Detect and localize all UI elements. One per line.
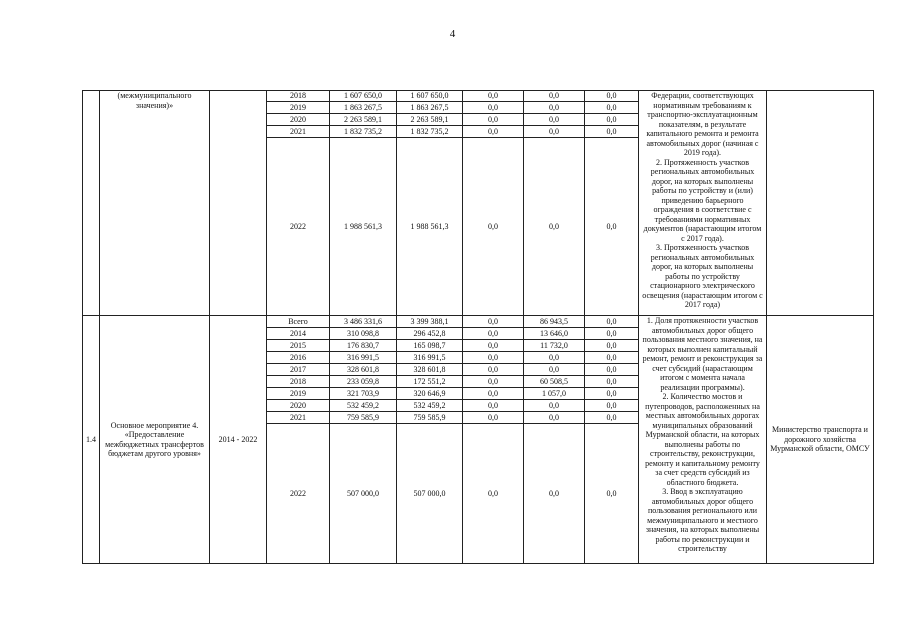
regional-budget-cell: 0,0 — [463, 340, 524, 352]
local-budget-cell: 11 732,0 — [524, 340, 585, 352]
regional-budget-cell: 0,0 — [463, 424, 524, 564]
executor-cell: Министерство транспорта и дорожного хозяйства Мурманской области, ОМСУ — [767, 316, 874, 564]
number-cell: 1.4 — [83, 316, 100, 564]
other-sources-cell: 0,0 — [585, 102, 639, 114]
federal-budget-cell: 320 646,9 — [397, 388, 463, 400]
regional-budget-cell: 0,0 — [463, 328, 524, 340]
total-cell: 3 486 331,6 — [330, 316, 397, 328]
federal-budget-cell: 2 263 589,1 — [397, 114, 463, 126]
executor-cell — [767, 91, 874, 316]
federal-budget-cell: 172 551,2 — [397, 376, 463, 388]
regional-budget-cell: 0,0 — [463, 376, 524, 388]
federal-budget-cell: 759 585,9 — [397, 412, 463, 424]
year-cell: 2018 — [267, 376, 330, 388]
year-cell: 2017 — [267, 364, 330, 376]
year-cell: 2021 — [267, 412, 330, 424]
period-cell: 2014 - 2022 — [210, 316, 267, 564]
total-cell: 507 000,0 — [330, 424, 397, 564]
regional-budget-cell: 0,0 — [463, 400, 524, 412]
local-budget-cell: 60 508,5 — [524, 376, 585, 388]
year-cell: 2019 — [267, 388, 330, 400]
year-cell: 2016 — [267, 352, 330, 364]
other-sources-cell: 0,0 — [585, 114, 639, 126]
local-budget-cell: 1 057,0 — [524, 388, 585, 400]
year-cell: 2021 — [267, 126, 330, 138]
regional-budget-cell: 0,0 — [463, 102, 524, 114]
federal-budget-cell: 1 607 650,0 — [397, 91, 463, 102]
total-cell: 316 991,5 — [330, 352, 397, 364]
local-budget-cell: 0,0 — [524, 424, 585, 564]
other-sources-cell: 0,0 — [585, 126, 639, 138]
year-cell: Всего — [267, 316, 330, 328]
total-cell: 1 863 267,5 — [330, 102, 397, 114]
regional-budget-cell: 0,0 — [463, 412, 524, 424]
local-budget-cell: 13 646,0 — [524, 328, 585, 340]
year-cell: 2022 — [267, 138, 330, 316]
other-sources-cell: 0,0 — [585, 316, 639, 328]
total-cell: 328 601,8 — [330, 364, 397, 376]
other-sources-cell: 0,0 — [585, 400, 639, 412]
total-cell: 1 832 735,2 — [330, 126, 397, 138]
other-sources-cell: 0,0 — [585, 328, 639, 340]
indicators-cell: Федерации, соответствующих нормативным требованиям к транспортно-эксплуатационным показателям, в результате капитального ремонта и ремонта автомобильных дорог (начиная с 2019 года). 2. Протяженность участков региональных автомобильных дорог, на которых выполнены работы по устройству и (или) приведению барьерного ограждения в соответствие с требованиями нормативных документов (нарастающим итогом с 2017 года). 3. Протяженность участков региональных автомобильных дорог, на которых выполнены работы по устройству стационарного электрического освещения (нарастающим итогом с 2017 года) — [639, 91, 767, 316]
other-sources-cell: 0,0 — [585, 138, 639, 316]
year-cell: 2020 — [267, 114, 330, 126]
year-cell: 2014 — [267, 328, 330, 340]
total-cell: 2 263 589,1 — [330, 114, 397, 126]
other-sources-cell: 0,0 — [585, 376, 639, 388]
local-budget-cell: 0,0 — [524, 126, 585, 138]
other-sources-cell: 0,0 — [585, 412, 639, 424]
measure-cell: Основное мероприятие 4. «Предоставление межбюджетных трансфертов бюджетам другого уровня» — [100, 316, 210, 564]
year-cell: 2020 — [267, 400, 330, 412]
measure-cell: (межмуниципального значения)» — [100, 91, 210, 316]
table-body — [83, 91, 874, 564]
federal-budget-cell: 1 832 735,2 — [397, 126, 463, 138]
total-cell: 759 585,9 — [330, 412, 397, 424]
regional-budget-cell: 0,0 — [463, 91, 524, 102]
local-budget-cell: 86 943,5 — [524, 316, 585, 328]
table-row — [83, 91, 874, 102]
total-cell: 310 098,8 — [330, 328, 397, 340]
other-sources-cell: 0,0 — [585, 364, 639, 376]
table-row — [83, 316, 874, 328]
period-cell — [210, 91, 267, 316]
other-sources-cell: 0,0 — [585, 91, 639, 102]
program-table — [82, 90, 874, 564]
regional-budget-cell: 0,0 — [463, 138, 524, 316]
regional-budget-cell: 0,0 — [463, 364, 524, 376]
federal-budget-cell: 1 863 267,5 — [397, 102, 463, 114]
local-budget-cell: 0,0 — [524, 102, 585, 114]
federal-budget-cell: 328 601,8 — [397, 364, 463, 376]
local-budget-cell: 0,0 — [524, 114, 585, 126]
year-cell: 2018 — [267, 91, 330, 102]
federal-budget-cell: 3 399 388,1 — [397, 316, 463, 328]
other-sources-cell: 0,0 — [585, 424, 639, 564]
total-cell: 1 988 561,3 — [330, 138, 397, 316]
year-cell: 2022 — [267, 424, 330, 564]
total-cell: 1 607 650,0 — [330, 91, 397, 102]
indicators-cell: 1. Доля протяженности участков автомобильных дорог общего пользования местного значения, на которых выполнен капитальный ремонт, ремонт и реконструкция за счет субсидий (нарастающим итогом с момента начала реализации программы). 2. Количество мостов и путепроводов, расположенных на местных автомобильных дорогах муниципальных образований Мурманской области, на которых выполнены работы по строительству, реконструкции, ремонту и капитальному ремонту за счет средств субсидий из областного бюджета. 3. Ввод в эксплуатацию автомобильных дорог общего пользования регионального или межмуниципального и местного значения, на которых выполнены работы по реконструкции и строительству — [639, 316, 767, 564]
total-cell: 176 830,7 — [330, 340, 397, 352]
local-budget-cell: 0,0 — [524, 364, 585, 376]
other-sources-cell: 0,0 — [585, 352, 639, 364]
page-number: 4 — [449, 28, 456, 40]
total-cell: 321 703,9 — [330, 388, 397, 400]
local-budget-cell: 0,0 — [524, 400, 585, 412]
regional-budget-cell: 0,0 — [463, 352, 524, 364]
number-cell — [83, 91, 100, 316]
regional-budget-cell: 0,0 — [463, 114, 524, 126]
year-cell: 2019 — [267, 102, 330, 114]
local-budget-cell: 0,0 — [524, 91, 585, 102]
year-cell: 2015 — [267, 340, 330, 352]
total-cell: 233 059,8 — [330, 376, 397, 388]
regional-budget-cell: 0,0 — [463, 388, 524, 400]
federal-budget-cell: 316 991,5 — [397, 352, 463, 364]
federal-budget-cell: 507 000,0 — [397, 424, 463, 564]
federal-budget-cell: 532 459,2 — [397, 400, 463, 412]
federal-budget-cell: 296 452,8 — [397, 328, 463, 340]
federal-budget-cell: 165 098,7 — [397, 340, 463, 352]
total-cell: 532 459,2 — [330, 400, 397, 412]
local-budget-cell: 0,0 — [524, 352, 585, 364]
regional-budget-cell: 0,0 — [463, 316, 524, 328]
local-budget-cell: 0,0 — [524, 412, 585, 424]
federal-budget-cell: 1 988 561,3 — [397, 138, 463, 316]
local-budget-cell: 0,0 — [524, 138, 585, 316]
other-sources-cell: 0,0 — [585, 388, 639, 400]
regional-budget-cell: 0,0 — [463, 126, 524, 138]
other-sources-cell: 0,0 — [585, 340, 639, 352]
